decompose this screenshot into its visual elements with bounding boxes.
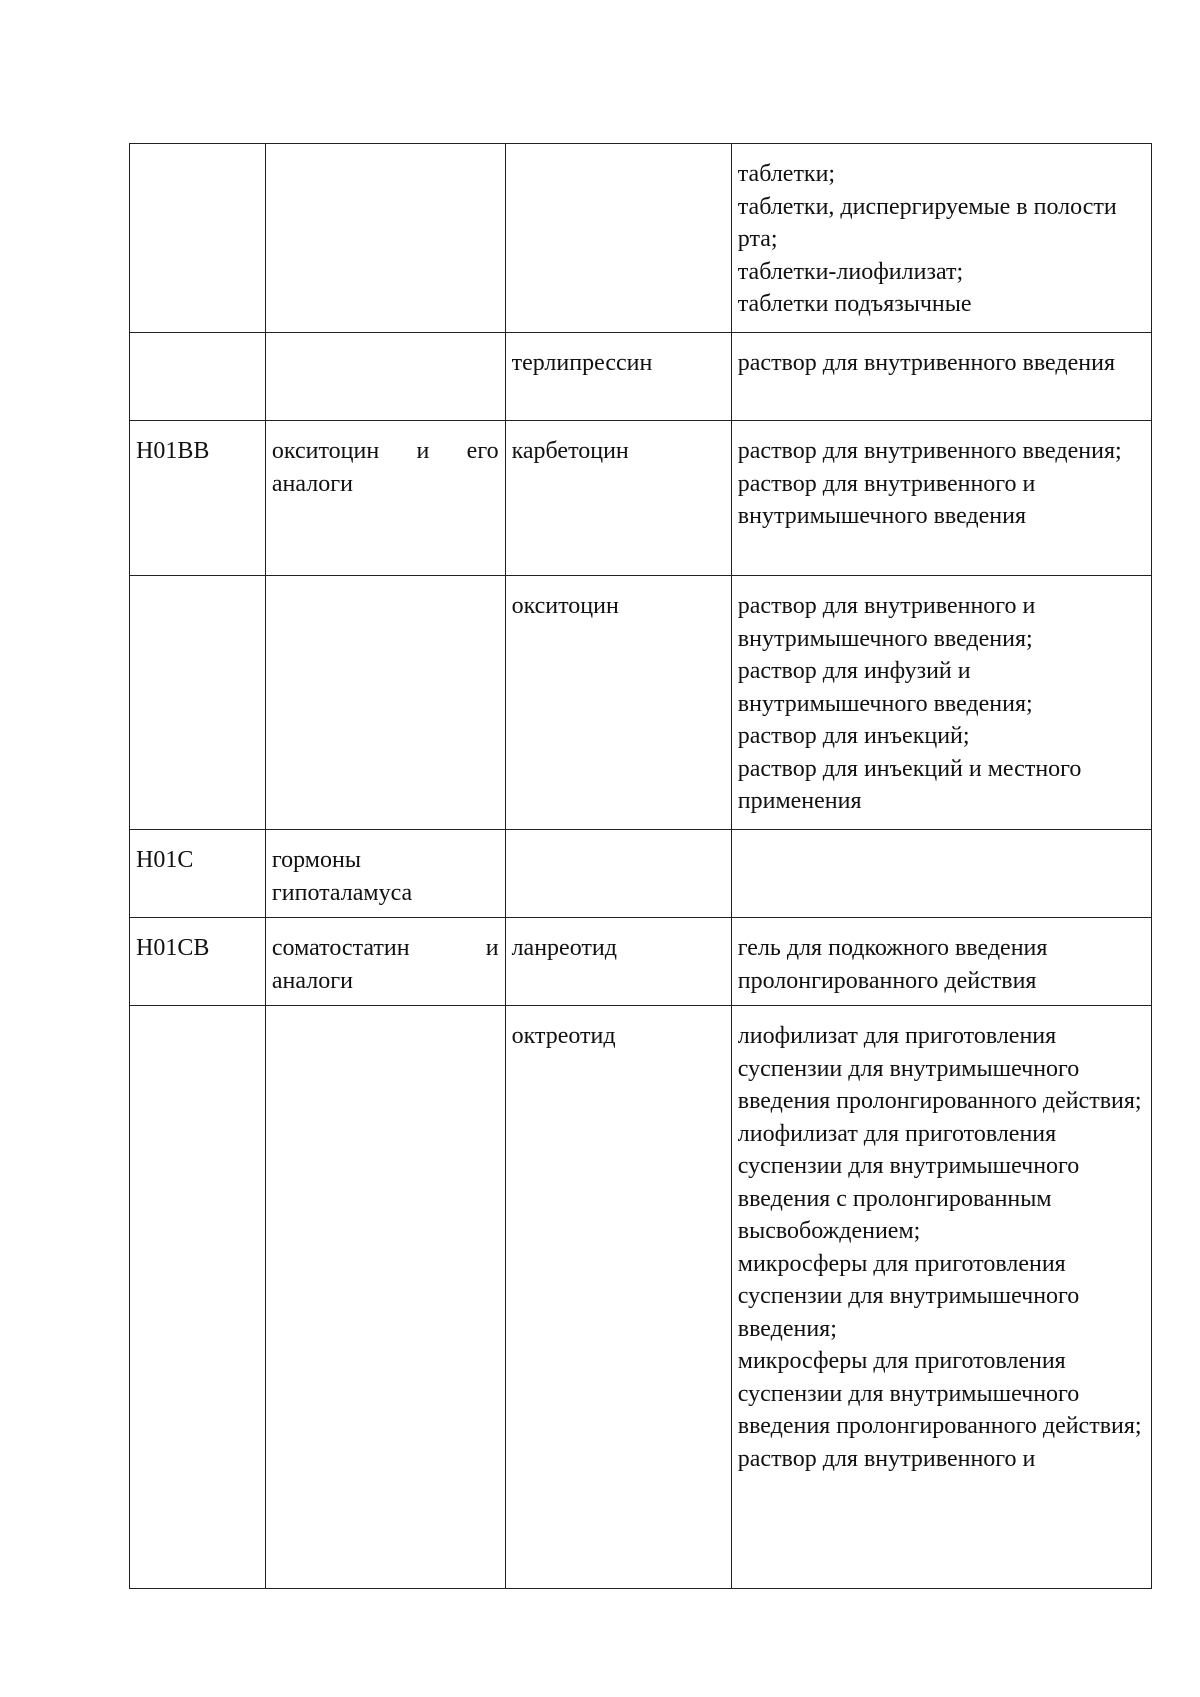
- table-row: [130, 421, 1152, 576]
- table-row: [130, 144, 1152, 333]
- dosage-forms-cell: [731, 1006, 1151, 1589]
- table-row: [130, 918, 1152, 1006]
- atc-code-cell: H01CB: [130, 918, 266, 1006]
- group-cell: соматостатин и аналоги: [265, 918, 505, 1006]
- dosage-forms-cell: [731, 918, 1151, 1006]
- drug-table: [129, 143, 1152, 1589]
- drug-name-cell: карбетоцин: [505, 421, 731, 576]
- drug-name-cell: [505, 830, 731, 918]
- group-cell: [265, 1006, 505, 1589]
- table-row: [130, 830, 1152, 918]
- drug-name-cell: терлипрессин: [505, 333, 731, 421]
- dosage-forms-text: раствор для внутривенного введения: [737, 350, 1115, 376]
- group-cell: [265, 576, 505, 830]
- atc-code-cell: [130, 333, 266, 421]
- group-cell: [265, 144, 505, 333]
- dosage-forms-cell: [731, 421, 1151, 576]
- table-row: [130, 1006, 1152, 1589]
- drug-name-cell: ланреотид: [505, 918, 731, 1006]
- drug-name-cell: [505, 144, 731, 333]
- atc-code-cell: H01C: [130, 830, 266, 918]
- atc-code-cell: [130, 144, 266, 333]
- atc-code-cell: [130, 576, 266, 830]
- dosage-forms-text: лиофилизат для приготовления суспензии для внутримышечного введения пролонгированного действия; лиофилизат для приготовления суспензии для внутримышечного введения с пролонгированным высвобождением; микросферы для приготовления суспензии для внутримышечного введения; микросферы для приготовления суспензии для внутримышечного введения пролонгированного действия; раствор для внутривенного и: [737, 1023, 1142, 1472]
- dosage-forms-cell: [731, 333, 1151, 421]
- dosage-forms-text: раствор для внутривенного и внутримышечного введения; раствор для инфузий и внутримышечного введения; раствор для инъекций; раствор для инъекций и местного применения: [737, 593, 1082, 814]
- group-cell: окситоцин и его аналоги: [265, 421, 505, 576]
- group-cell: [265, 333, 505, 421]
- table-row: [130, 333, 1152, 421]
- dosage-forms-text: раствор для внутривенного введения; раствор для внутривенного и внутримышечного введения: [737, 438, 1122, 529]
- dosage-forms-cell: [731, 576, 1151, 830]
- drug-name-cell: октреотид: [505, 1006, 731, 1589]
- dosage-forms-cell: [731, 144, 1151, 333]
- drug-name-cell: окситоцин: [505, 576, 731, 830]
- group-cell: гормоны гипоталамуса: [265, 830, 505, 918]
- dosage-forms-text: таблетки; таблетки, диспергируемые в полости рта; таблетки-лиофилизат; таблетки подъязычные: [737, 161, 1117, 317]
- dosage-forms-text: гель для подкожного введения пролонгированного действия: [737, 935, 1048, 994]
- table-row: [130, 576, 1152, 830]
- atc-code-cell: H01BB: [130, 421, 266, 576]
- atc-code-cell: [130, 1006, 266, 1589]
- dosage-forms-cell: [731, 830, 1151, 918]
